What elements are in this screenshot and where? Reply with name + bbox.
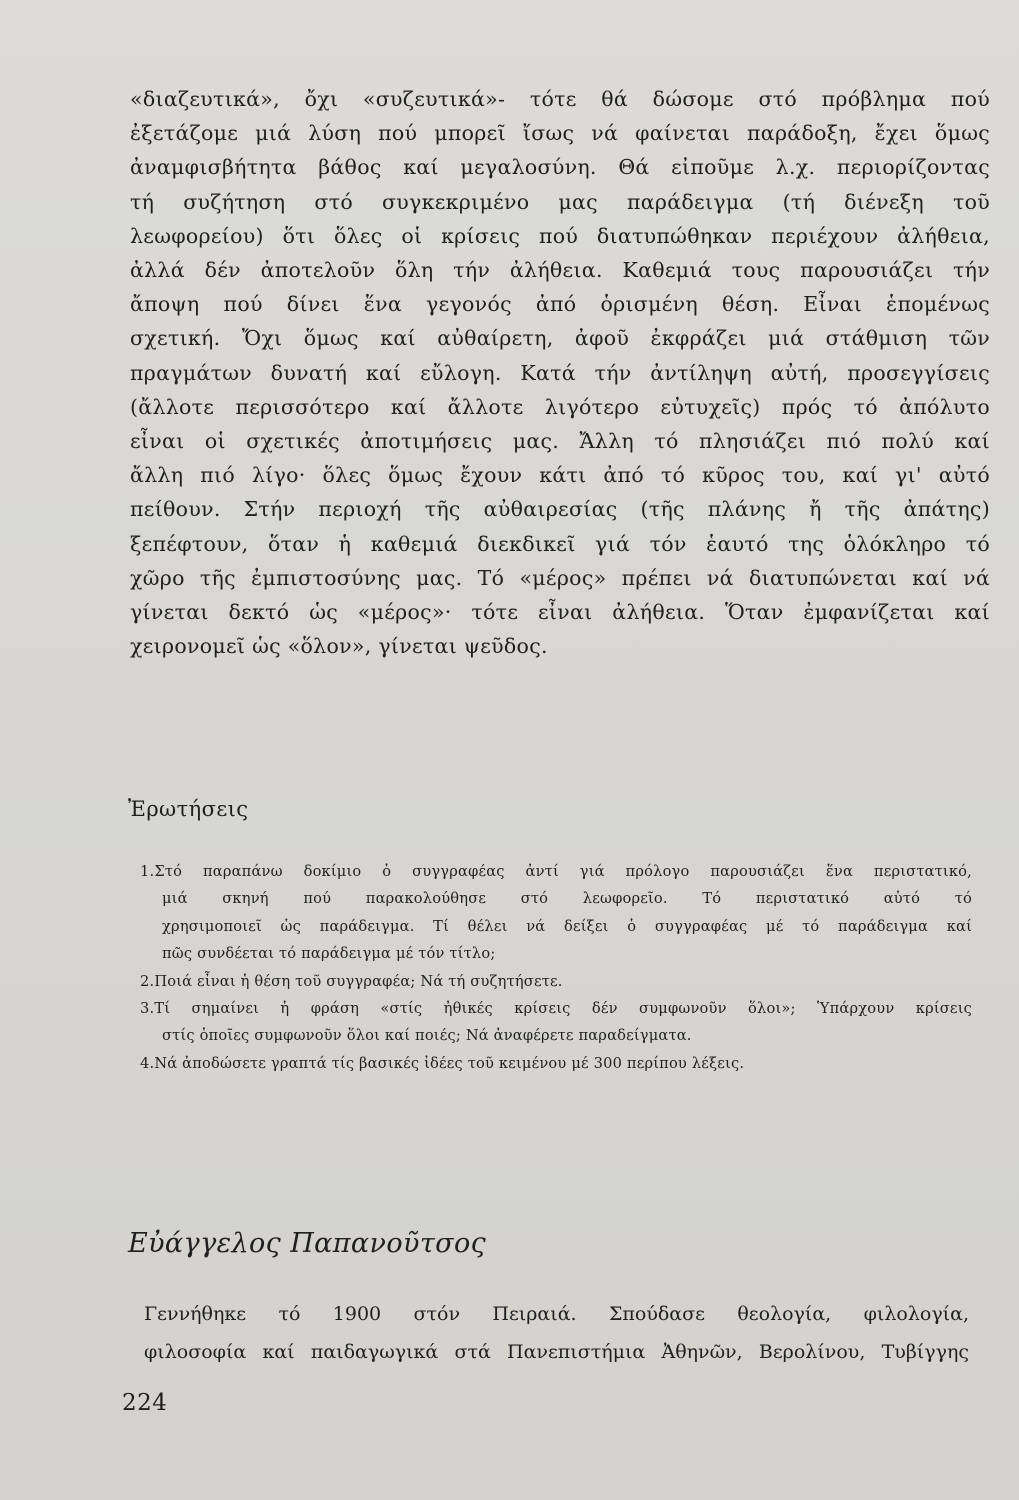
body-line: ἄλλη πιό λίγο· ὅλες ὅμως ἔχουν κάτι ἀπό τό κῦρος του, καί γι' αὐτό (130, 463, 990, 488)
bio-line: φιλοσοφία καί παιδαγωγικά στά Πανεπιστήμια Ἀθηνῶν, Βερολίνου, Τυβίγγης (144, 1341, 969, 1363)
body-line: ξεπέφτουν, ὅταν ἡ καθεμιά διεκδικεῖ γιά τόν ἑαυτό της ὁλόκληρο τό (130, 531, 990, 556)
author-name-heading: Εὐάγγελος Παπανοῦτσος (128, 1228, 487, 1259)
bio-line: Γεννήθηκε τό 1900 στόν Πειραιά. Σπούδασε θεολογία, φιλολογία, (144, 1303, 969, 1325)
body-line: ἀναμφισβήτητα βάθος καί μεγαλοσύνη. Θά εἰποῦμε λ.χ. περιορίζοντας (130, 155, 990, 180)
body-line: εἶναι οἱ σχετικές ἀποτιμήσεις μας. Ἄλλη τό πλησιάζει πιό πολύ καί (130, 429, 990, 454)
question-line: 3.Τί σημαίνει ἡ φράση «στίς ἠθικές κρίσεις δέν συμφωνοῦν ὅλοι»; Ὑπάρχουν κρίσεις (140, 1000, 972, 1018)
question-line: πῶς συνδέεται τό παράδειγμα μέ τόν τίτλο; (162, 945, 496, 963)
question-item (140, 858, 972, 968)
question-line: μιά σκηνή πού παρακολούθησε στό λεωφορεῖο. Τό περιστατικό αὐτό τό (162, 890, 972, 908)
question-item (140, 1050, 972, 1077)
body-line: ἄποψη πού δίνει ἕνα γεγονός ἀπό ὁρισμένη θέση. Εἶναι ἑπομένως (130, 292, 990, 317)
body-line: (ἄλλοτε περισσότερο καί ἄλλοτε λιγότερο εὐτυχεῖς) πρός τό ἀπόλυτο (130, 394, 990, 419)
body-line: χειρονομεῖ ὡς «ὅλον», γίνεται ψεῦδος. (130, 634, 548, 659)
questions-heading: Ἐρωτήσεις (128, 797, 249, 821)
body-line: χῶρο τῆς ἐμπιστοσύνης μας. Τό «μέρος» πρέπει νά διατυπώνεται καί νά (130, 565, 990, 590)
questions-list (140, 858, 972, 1077)
body-line: πείθουν. Στήν περιοχή τῆς αὐθαιρεσίας (τῆς πλάνης ἤ τῆς ἀπάτης) (130, 497, 990, 522)
question-line: στίς ὁποῖες συμφωνοῦν ὅλοι καί ποιές; Νά ἀναφέρετε παραδείγματα. (162, 1027, 692, 1045)
body-line: τή συζήτηση στό συγκεκριμένο μας παράδειγμα (τή διένεξη τοῦ (130, 189, 990, 214)
body-line: λεωφορείου) ὅτι ὅλες οἱ κρίσεις πού διατυπώθηκαν περιέχουν ἀλήθεια, (130, 223, 990, 248)
page-number: 224 (122, 1390, 168, 1416)
body-line: γίνεται δεκτό ὡς «μέρος»· τότε εἶναι ἀλήθεια. Ὅταν ἐμφανίζεται καί (130, 600, 990, 625)
body-line: «διαζευτικά», ὄχι «συζευτικά»- τότε θά δώσομε στό πρόβλημα πού (130, 87, 990, 111)
question-item (140, 968, 972, 995)
question-line: χρησιμοποιεῖ ὡς παράδειγμα. Τί θέλει νά δείξει ὁ συγγραφέας μέ τό παράδειγμα καί (162, 917, 972, 935)
question-line: 2.Ποιά εἶναι ἡ θέση τοῦ συγγραφέα; Νά τή συζητήσετε. (140, 972, 563, 990)
body-line: σχετική. Ὄχι ὅμως καί αὐθαίρετη, ἀφοῦ ἐκφράζει μιά στάθμιση τῶν (130, 326, 990, 351)
body-line: ἀλλά δέν ἀποτελοῦν ὅλη τήν ἀλήθεια. Καθεμιά τους παρουσιάζει τήν (130, 258, 990, 283)
question-item (140, 995, 972, 1050)
body-line: πραγμάτων δυνατή καί εὔλογη. Κατά τήν ἀντίληψη αὐτή, προσεγγίσεις (130, 360, 990, 385)
essay-body-text (130, 82, 990, 663)
question-line: 1.Στό παραπάνω δοκίμιο ὁ συγγραφέας ἀντί γιά πρόλογο παρουσιάζει ἕνα περιστατικό, (140, 863, 972, 880)
author-bio (144, 1295, 969, 1371)
question-line: 4.Νά ἀποδώσετε γραπτά τίς βασικές ἰδέες τοῦ κειμένου μέ 300 περίπου λέξεις. (140, 1054, 745, 1072)
body-line: ἐξετάζομε μιά λύση πού μπορεῖ ἴσως νά φαίνεται παράδοξη, ἔχει ὅμως (130, 121, 990, 146)
